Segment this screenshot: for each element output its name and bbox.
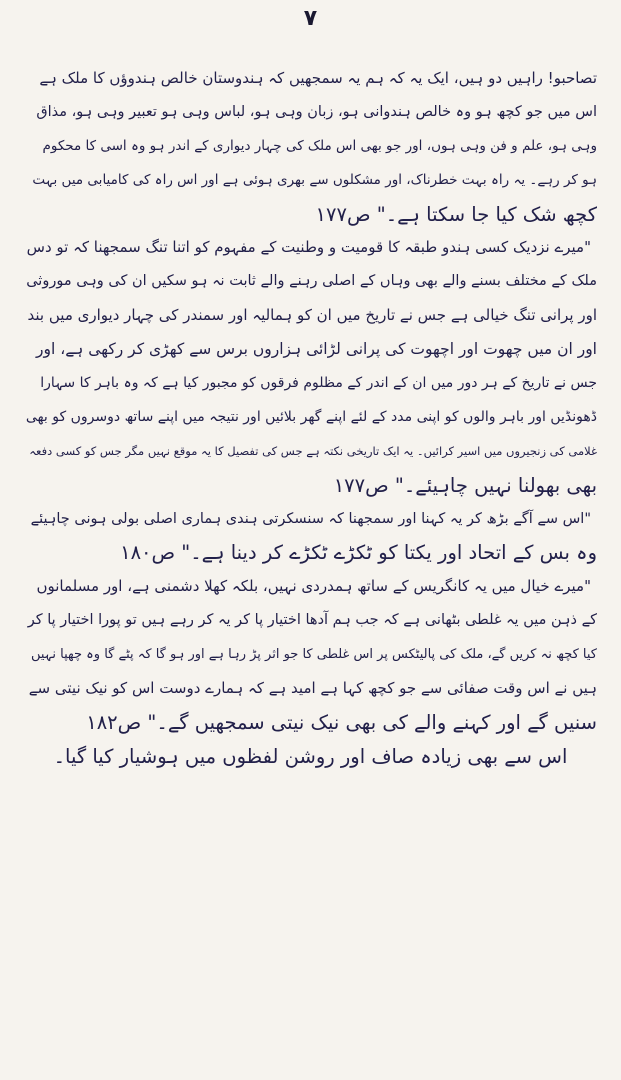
page-number: ۷: [303, 6, 318, 31]
text-line: تصاحبو! راہیں دو ہیں، ایک یہ کہ ہم یہ سمجھیں کہ ہندوستان خالص ہندوؤں کا ملک ہے: [39, 69, 597, 87]
text-line: غلامی کی زنجیروں میں اسیر کرائیں۔ یہ ایک تاریخی نکتہ ہے جس کی تفصیل کا یہ موقع نہیں مگر جس کو کسی دفعہ: [29, 443, 597, 458]
text-line: ڈھونڈیں اور باہر والوں کو اپنی مدد کے لئے اپنے گھر بلائیں اور نتیجہ میں اپنے ساتھ دوسروں کو بھی: [25, 408, 597, 425]
text-line: اس میں جو کچھ ہو وہ خالص ہندوانی ہو، زبان وہی ہو، لباس وہی ہو تعبیر وہی ہو، مذاق: [36, 103, 597, 120]
text-line: جس نے تاریخ کے ہر دور میں ان کے اندر کے مظلوم فرقوں کو مجبور کیا ہے کہ وہ باہر کا سہارا: [40, 375, 597, 392]
text-line: اور پرانی تنگ خیالی ہے جس نے تاریخ میں ان کو ہمالیہ اور سمندر کی چہار دیواری میں بند: [27, 306, 597, 325]
text-line: وہی ہو، علم و فن وہی ہوں، اور جو بھی اس ملک کی چہار دیواری کے اندر ہو وہ اسی کا محکوم: [42, 137, 597, 154]
text-line: اس سے بھی زیادہ صاف اور روشن لفظوں میں ہوشیار کیا گیا۔: [53, 744, 568, 768]
text-line: "میرے نزدیک کسی ہندو طبقہ کا قومیت و وطنیت کے مفہوم کو اتنا تنگ سمجھنا کہ تو دس: [26, 238, 591, 257]
text-line: کیا کچھ نہ کریں گے، ملک کی پالیٹکس پر اس غلطی کا جو اثر پڑ رہا ہے اور ہو گا کہ پٹے گا وہ چھپا نہیں: [30, 647, 597, 663]
text-line: ہو کر رہے۔ یہ راہ بہت خطرناک، اور مشکلوں سے بھری ہوئی ہے اور اس راہ کی کامیابی میں بہت: [32, 171, 597, 188]
text-line: کچھ شک کیا جا سکتا ہے۔" ص۱۷۷: [315, 202, 597, 226]
text-line: سنیں گے اور کہنے والے کی بھی نیک نیتی سمجھیں گے۔" ص۱۸۲: [86, 710, 597, 734]
text-line: ملک کے مختلف بسنے والے بھی وہاں کے اصلی رہنے والے ثابت نہ ہو سکیں ان کی وہی موروثی: [26, 273, 597, 290]
urdu-text-block: [24, 62, 597, 774]
text-line: بھی بھولنا نہیں چاہیئے۔" ص۱۷۷: [333, 473, 597, 497]
text-line: وہ بس کے اتحاد اور یکتا کو ٹکڑے ٹکڑے کر دینا ہے۔" ص۱۸۰: [120, 541, 597, 565]
text-line: "اس سے آگے بڑھ کر یہ کہنا اور سمجھنا کہ سنسکرتی ہندی ہماری اصلی بولی ہونی چاہیئے: [30, 510, 591, 527]
text-line: کے ذہن میں یہ غلطی بٹھانی ہے کہ جب ہم آدھا اختیار پا کر یہ کر رہے ہیں تو پورا اختیار پا کر: [27, 612, 597, 629]
text-line: اور ان میں چھوت اور اچھوت کی پرانی لڑائی ہزاروں برس سے کھڑی کر رکھی ہے، اور: [36, 340, 597, 359]
text-line: ہیں نے اس وقت صفائی سے جو کچھ کہا ہے امید ہے کہ ہمارے دوست اس کو نیک نیتی سے: [28, 679, 597, 698]
text-line: "میرے خیال میں یہ کانگریس کے ساتھ ہمدردی نہیں، بلکہ کھلا دشمنی ہے، اور مسلمانوں: [36, 577, 591, 596]
